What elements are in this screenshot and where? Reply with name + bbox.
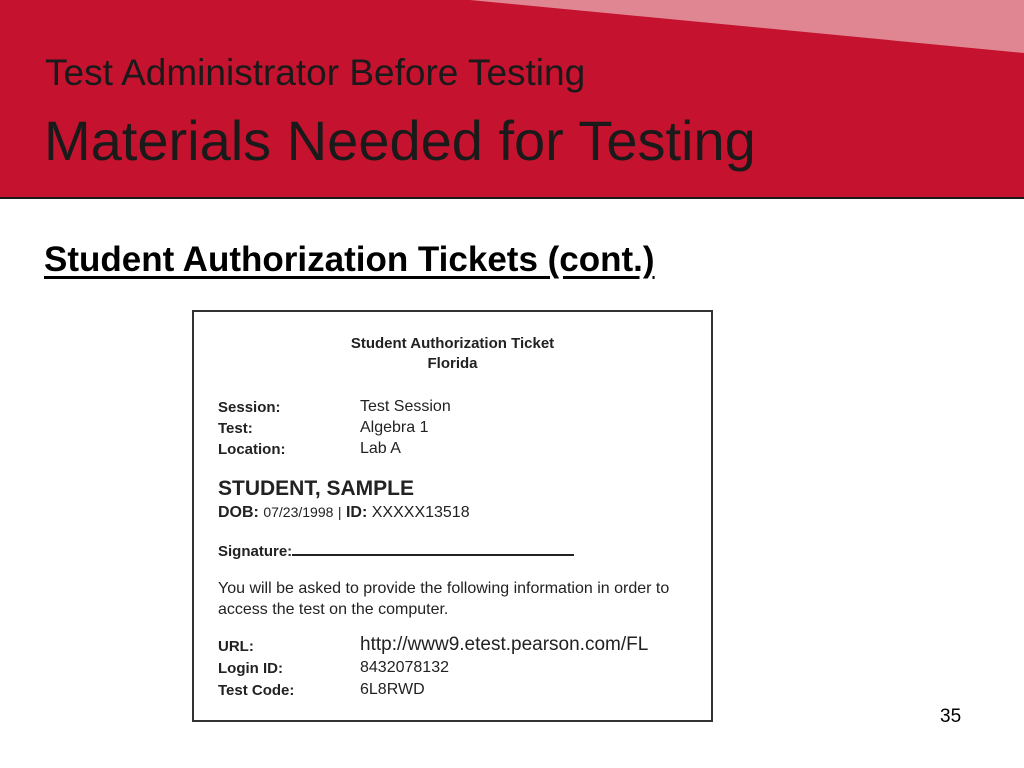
login-id-label: Login ID:	[218, 660, 283, 677]
location-value: Lab A	[360, 440, 401, 457]
dob-label: DOB:	[218, 504, 259, 521]
signature-label: Signature:	[218, 543, 293, 560]
test-code-label: Test Code:	[218, 682, 295, 699]
header-divider	[0, 197, 1024, 199]
instructions-text: You will be asked to provide the following information in order to access the test on the computer.	[218, 580, 670, 618]
test-code-value: 6L8RWD	[360, 681, 425, 698]
slide-subtitle: Test Administrator Before Testing	[45, 52, 586, 93]
slide-header	[0, 0, 1024, 197]
dob-id-separator: |	[337, 504, 342, 520]
ticket-title	[194, 334, 711, 374]
test-label: Test:	[218, 420, 253, 437]
ticket-title-line1: Student Authorization Ticket	[350, 335, 555, 352]
slide-title: Materials Needed for Testing	[44, 109, 756, 172]
session-value: Test Session	[360, 398, 451, 415]
test-value: Algebra 1	[360, 419, 429, 436]
id-label: ID:	[345, 504, 368, 521]
section-heading: Student Authorization Tickets (cont.)	[44, 240, 655, 279]
id-value: XXXXX13518	[371, 504, 470, 521]
authorization-ticket	[192, 310, 713, 722]
url-label: URL:	[218, 638, 254, 655]
dob-id-line	[218, 504, 470, 522]
student-name: STUDENT, SAMPLE	[218, 477, 415, 500]
page-number: 35	[940, 706, 962, 727]
signature-field	[218, 541, 574, 560]
dob-value: 07/23/1998	[263, 504, 334, 520]
url-value: http://www9.etest.pearson.com/FL	[360, 634, 649, 655]
location-label: Location:	[218, 441, 286, 458]
login-id-value: 8432078132	[360, 659, 449, 676]
ticket-title-line2: Florida	[427, 355, 478, 372]
session-label: Session:	[218, 399, 281, 416]
signature-line	[292, 541, 574, 556]
